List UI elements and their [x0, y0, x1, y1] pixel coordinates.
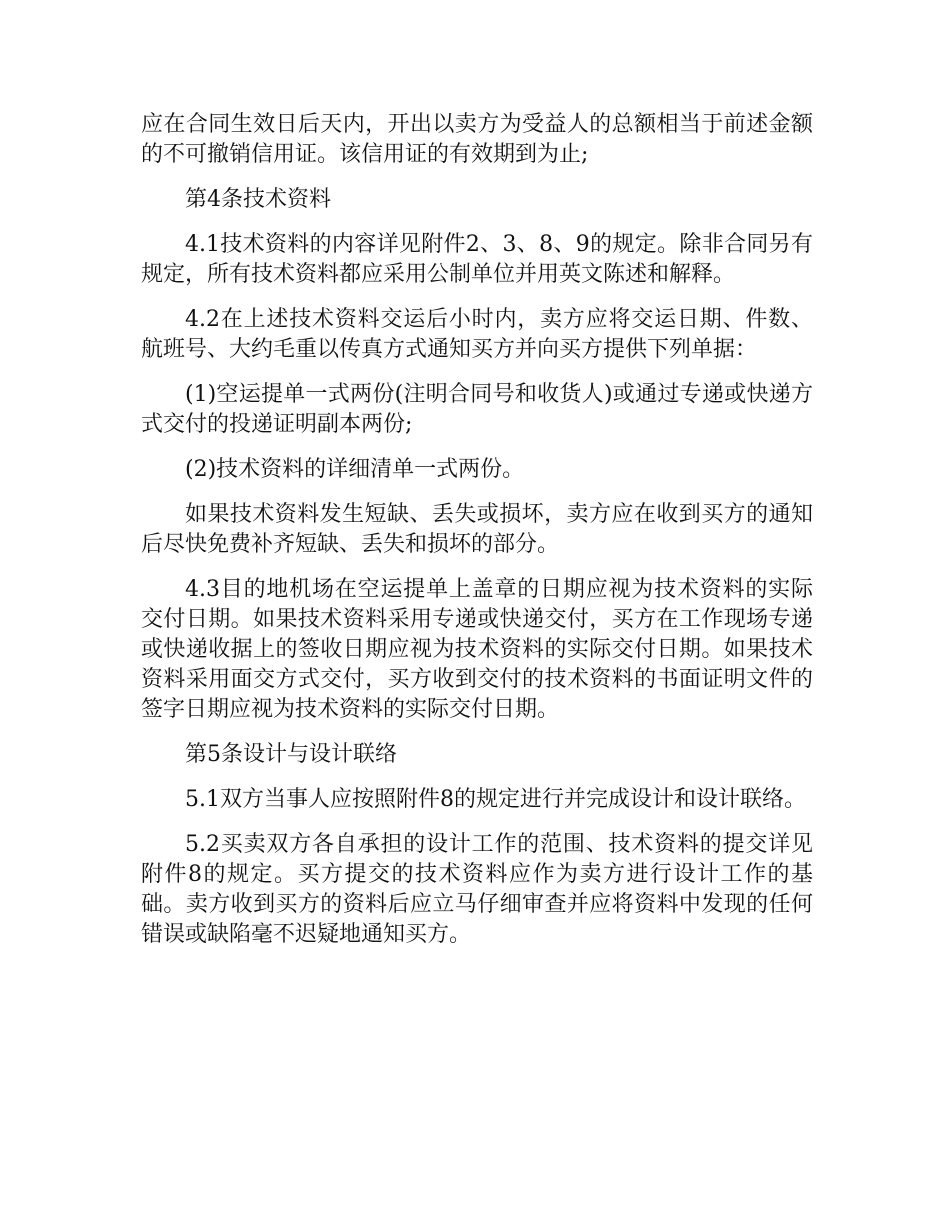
paragraph-4-3: 4.3目的地机场在空运提单上盖章的日期应视为技术资料的实际交付日期。如果技术资料采用专递或快递交付，买方在工作现场专递或快递收据上的签收日期应视为技术资料的实际交付日期。如果技术资料采用面交方式交付，买方收到交付的技术资料的书面证明文件的签字日期应视为技术资料的实际交付日期。	[141, 577, 813, 722]
paragraph-4-1: 4.1技术资料的内容详见附件2、3、8、9的规定。除非合同另有规定，所有技术资料都应采用公制单位并用英文陈述和解释。	[141, 232, 813, 287]
heading-article-5: 第5条设计与设计联络	[185, 742, 397, 767]
paragraph-shortage: 如果技术资料发生短缺、丢失或损坏，卖方应在收到买方的通知后尽快免费补齐短缺、丢失和损坏的部分。	[141, 502, 813, 557]
paragraph-5-1: 5.1双方当事人应按照附件8的规定进行并完成设计和设计联络。	[185, 787, 806, 812]
paragraph-4-2: 4.2在上述技术资料交运后小时内，卖方应将交运日期、件数、航班号、大约毛重以传真方式通知买方并向买方提供下列单据：	[141, 307, 813, 362]
paragraph-4-2-item-1: (1)空运提单一式两份(注明合同号和收货人)或通过专递或快递方式交付的投递证明副本两份;	[141, 382, 813, 437]
document-body	[141, 110, 813, 965]
paragraph-letter-of-credit: 应在合同生效日后天内，开出以卖方为受益人的总额相当于前述金额的不可撤销信用证。该信用证的有效期到为止;	[141, 112, 813, 167]
paragraph-4-2-item-2: (2)技术资料的详细清单一式两份。	[185, 457, 525, 482]
heading-article-4: 第4条技术资料	[185, 187, 331, 212]
paragraph-5-2: 5.2买卖双方各自承担的设计工作的范围、技术资料的提交详见附件8的规定。买方提交的技术资料应作为卖方进行设计工作的基础。卖方收到买方的资料后应立马仔细审查并应将资料中发现的任何错误或缺陷毫不迟疑地通知买方。	[141, 832, 813, 947]
